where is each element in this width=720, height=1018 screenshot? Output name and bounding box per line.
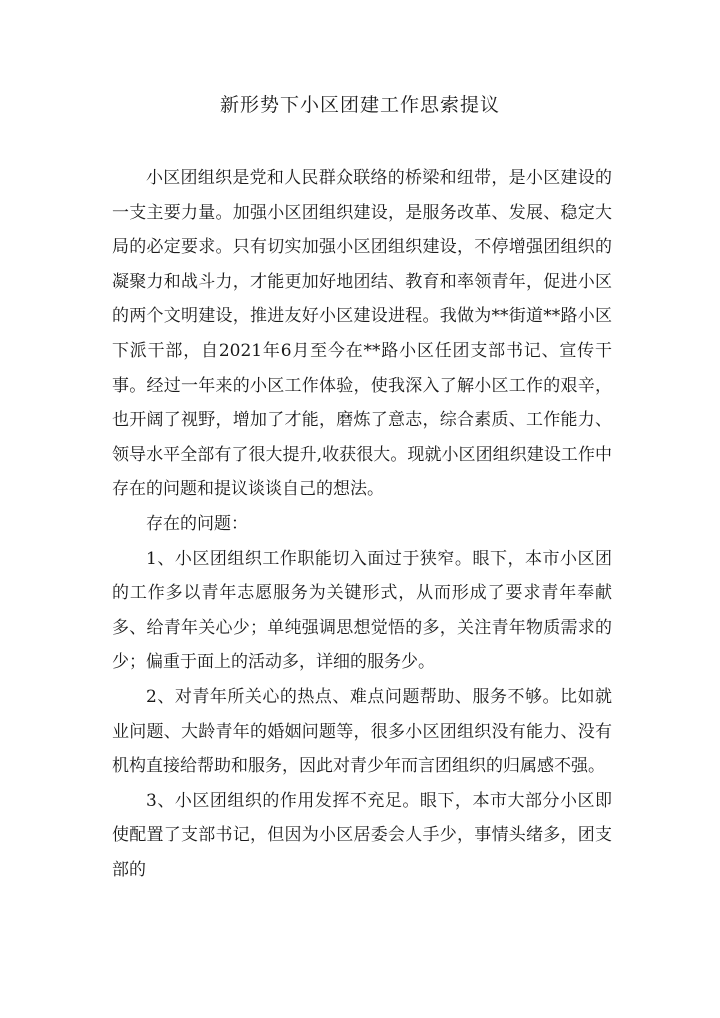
paragraph-problem-2: 2、对青年所关心的热点、难点问题帮助、服务不够。比如就业问题、大龄青年的婚姻问题等，很多小区团组织没有能力、没有机构直接给帮助和服务，因此对青少年而言团组织的归属感不强。	[112, 686, 612, 777]
paragraph-intro: 小区团组织是党和人民群众联络的桥梁和纽带，是小区建设的一支主要力量。加强小区团组织建设，是服务改革、发展、稳定大局的必定要求。只有切实加强小区团组织建设，不停增强团组织的凝聚力和战斗力，才能更加好地团结、教育和率领青年，促进小区的两个文明建设，推进友好小区建设进程。我做为**街道**路小区下派干部，自2021年6月至今在**路小区任团支部书记、宣传干事。经过一年来的小区工作体验，使我深入了解小区工作的艰辛，也开阔了视野，增加了才能，磨炼了意志，综合素质、工作能力、领导水平全部有了很大提升,收获很大。现就小区团组织建设工作中存在的问题和提议谈谈自己的想法。	[112, 168, 612, 500]
document-body	[112, 161, 612, 887]
paragraph-problems-heading: 存在的问题：	[146, 513, 248, 534]
document-title: 新形势下小区团建工作思索提议	[219, 94, 500, 116]
paragraph-problem-3: 3、小区团组织的作用发挥不充足。眼下，本市大部分小区即使配置了支部书记，但因为小区居委会人手少，事情头绪多，团支部的	[112, 790, 612, 880]
paragraph-problem-1: 1、小区团组织工作职能切入面过于狭窄。眼下，本市小区团的工作多以青年志愿服务为关键形式，从而形成了要求青年奉献多、给青年关心少；单纯强调思想觉悟的多，关注青年物质需求的少；偏重于面上的活动多，详细的服务少。	[112, 548, 612, 673]
